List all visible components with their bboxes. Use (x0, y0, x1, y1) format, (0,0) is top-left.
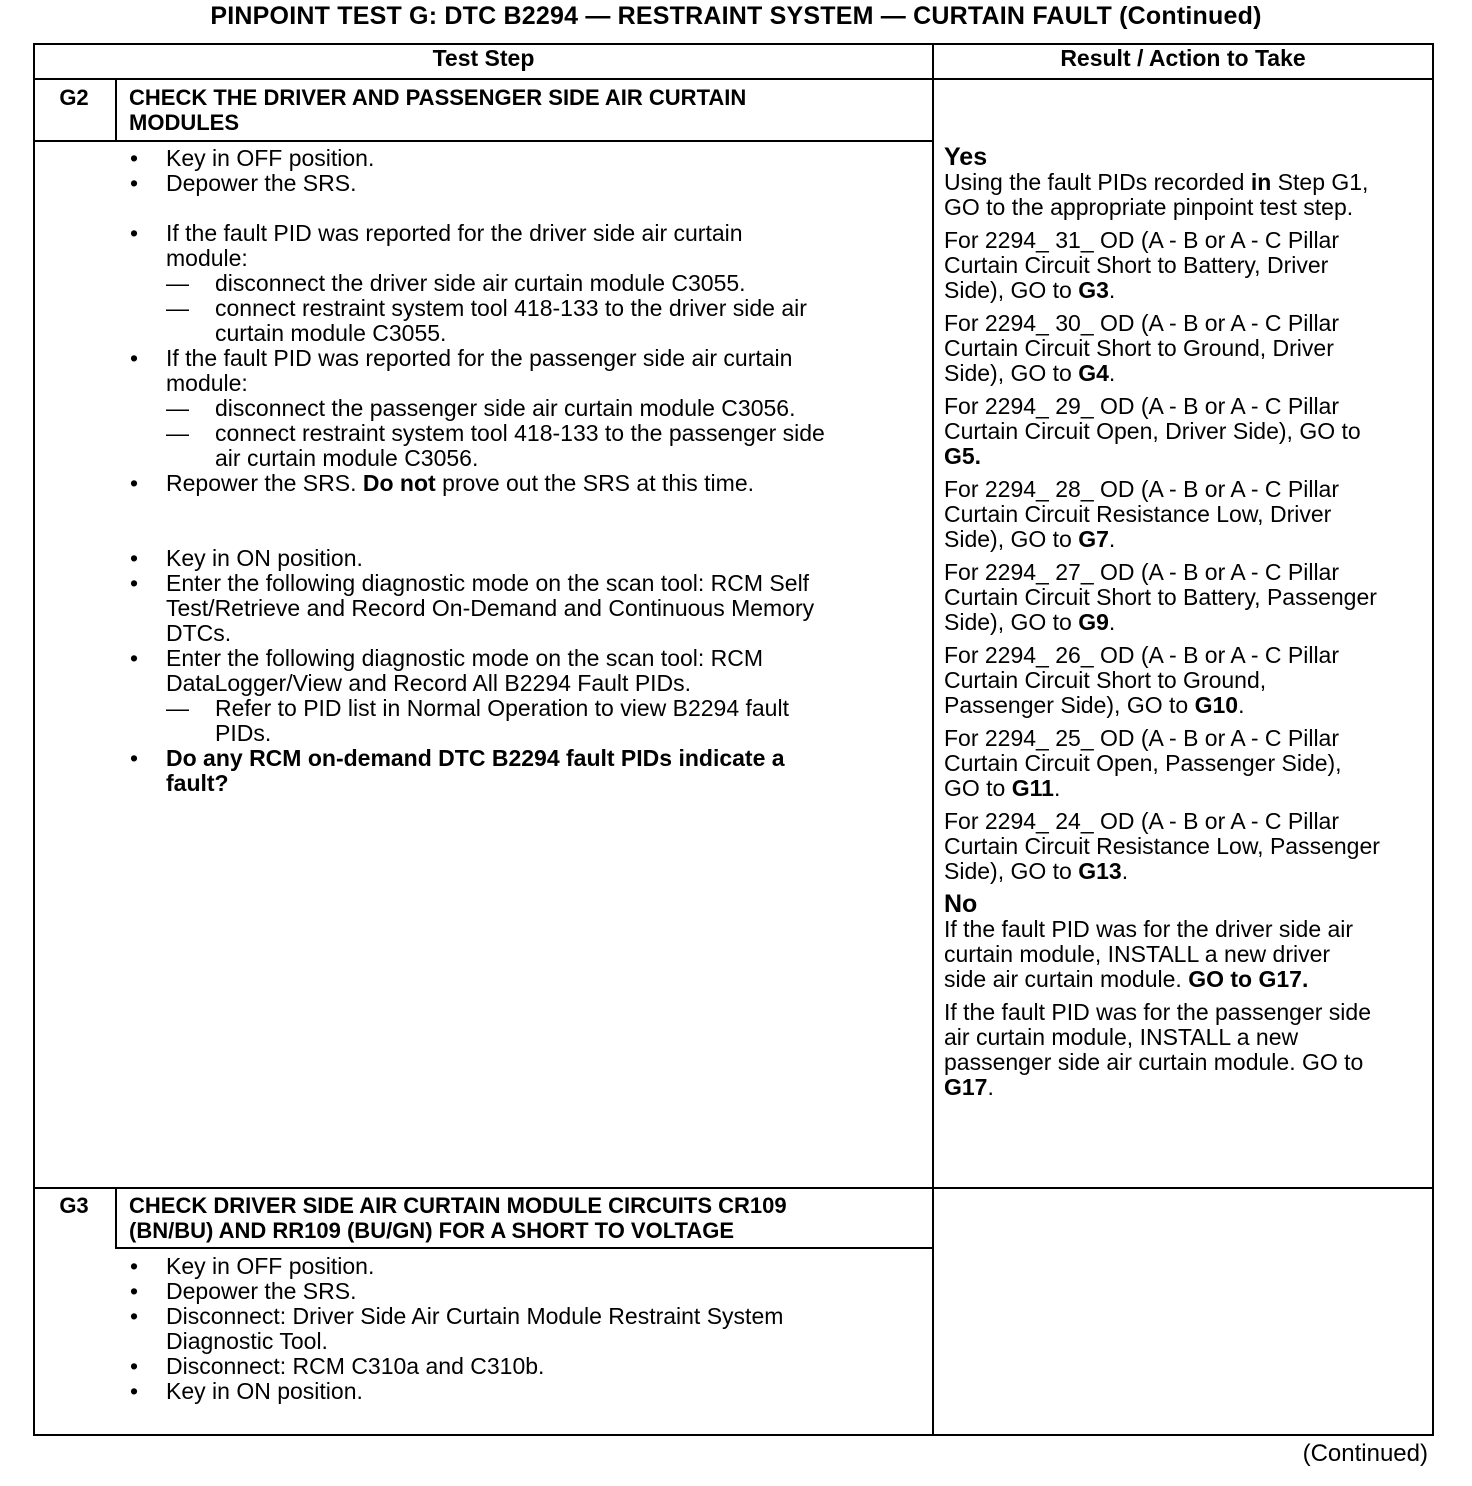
yes-heading: Yes (944, 143, 988, 171)
sub-instruction: disconnect the passenger side air curtain module C3056. (215, 395, 796, 421)
page-title: PINPOINT TEST G: DTC B2294 — RESTRAINT SYSTEM — CURTAIN FAULT (Continued) (210, 2, 1262, 30)
step-id-g3: G3 (59, 1193, 89, 1218)
instruction: Key in ON position. (166, 1378, 363, 1404)
result-option: For 2294_ 27_ OD (A - B or A - C Pillar Curtain Circuit Short to Battery, Passenger Side), GO to G9. (944, 559, 1377, 635)
result-option: For 2294_ 31_ OD (A - B or A - C Pillar Curtain Circuit Short to Battery, Driver Side), GO to G3. (944, 227, 1339, 303)
result-option: For 2294_ 26_ OD (A - B or A - C Pillar Curtain Circuit Short to Ground, Passenger Side), GO to G10. (944, 642, 1339, 718)
instruction: Key in OFF position. (166, 145, 375, 171)
step-title-g3: CHECK DRIVER SIDE AIR CURTAIN MODULE CIRCUITS CR109 (BN/BU) AND RR109 (BU/GN) FOR A SHORT TO VOLTAGE (129, 1193, 787, 1243)
no-text: If the fault PID was for the passenger side air curtain module, INSTALL a new passenger side air curtain module. GO to G17. (944, 999, 1372, 1100)
header-result: Result / Action to Take (1060, 45, 1306, 71)
sub-instruction: disconnect the driver side air curtain module C3055. (215, 270, 746, 296)
question: Do any RCM on-demand DTC B2294 fault PIDs indicate a fault? (166, 745, 785, 796)
instruction: Depower the SRS. (166, 1278, 357, 1304)
instruction: Disconnect: RCM C310a and C310b. (166, 1353, 545, 1379)
step-id-g2: G2 (59, 85, 89, 110)
no-heading: No (944, 890, 978, 918)
instruction: Key in ON position. (166, 545, 363, 571)
instruction: Depower the SRS. (166, 170, 357, 196)
g2-result (944, 145, 1430, 1100)
instruction: Disconnect: Driver Side Air Curtain Module Restraint System Diagnostic Tool. (166, 1303, 784, 1354)
continued-label: (Continued) (1302, 1440, 1428, 1467)
result-option: For 2294_ 30_ OD (A - B or A - C Pillar Curtain Circuit Short to Ground, Driver Side), GO to G4. (944, 310, 1339, 386)
instruction: Enter the following diagnostic mode on the scan tool: RCM DataLogger/View and Record All B2294 Fault PIDs. (166, 645, 764, 696)
sub-instruction: Refer to PID list in Normal Operation to view B2294 fault PIDs. (215, 695, 789, 746)
result-option: For 2294_ 24_ OD (A - B or A - C Pillar Curtain Circuit Resistance Low, Passenger Side), GO to G13. (944, 808, 1380, 884)
sub-instruction: connect restraint system tool 418-133 to the passenger side air curtain module C3056. (215, 420, 825, 471)
instruction: Enter the following diagnostic mode on the scan tool: RCM Self Test/Retrieve and Record On-Demand and Continuous Memory DTCs. (166, 570, 815, 646)
result-option: For 2294_ 28_ OD (A - B or A - C Pillar Curtain Circuit Resistance Low, Driver Side), GO to G7. (944, 476, 1339, 552)
header-test-step: Test Step (432, 45, 535, 71)
no-text: If the fault PID was for the driver side air curtain module, INSTALL a new driver side air curtain module. GO to G17. (944, 916, 1354, 992)
result-option: For 2294_ 29_ OD (A - B or A - C Pillar Curtain Circuit Open, Driver Side), GO to G5. (944, 393, 1361, 469)
g2-title-divider (33, 140, 933, 142)
instruction: Key in OFF position. (166, 1253, 375, 1279)
g2-id-divider (115, 78, 117, 141)
instruction: If the fault PID was reported for the passenger side air curtain module: (166, 345, 793, 396)
step-title-g2: CHECK THE DRIVER AND PASSENGER SIDE AIR CURTAIN MODULES (129, 85, 747, 135)
sub-instruction: connect restraint system tool 418-133 to the driver side air curtain module C3055. (215, 295, 807, 346)
header-divider (33, 78, 1434, 80)
result-option: For 2294_ 25_ OD (A - B or A - C Pillar Curtain Circuit Open, Passenger Side), GO to G11. (944, 725, 1342, 801)
instruction: If the fault PID was reported for the driver side air curtain module: (166, 220, 743, 271)
yes-text: Using the fault PIDs recorded in Step G1, GO to the appropriate pinpoint test step. (944, 169, 1369, 220)
instruction: Repower the SRS. Do not prove out the SRS at this time. (166, 470, 755, 496)
column-divider (932, 43, 934, 1436)
g3-title-divider (115, 1247, 933, 1249)
g3-id-divider (115, 1187, 117, 1249)
row-divider (33, 1187, 1434, 1189)
